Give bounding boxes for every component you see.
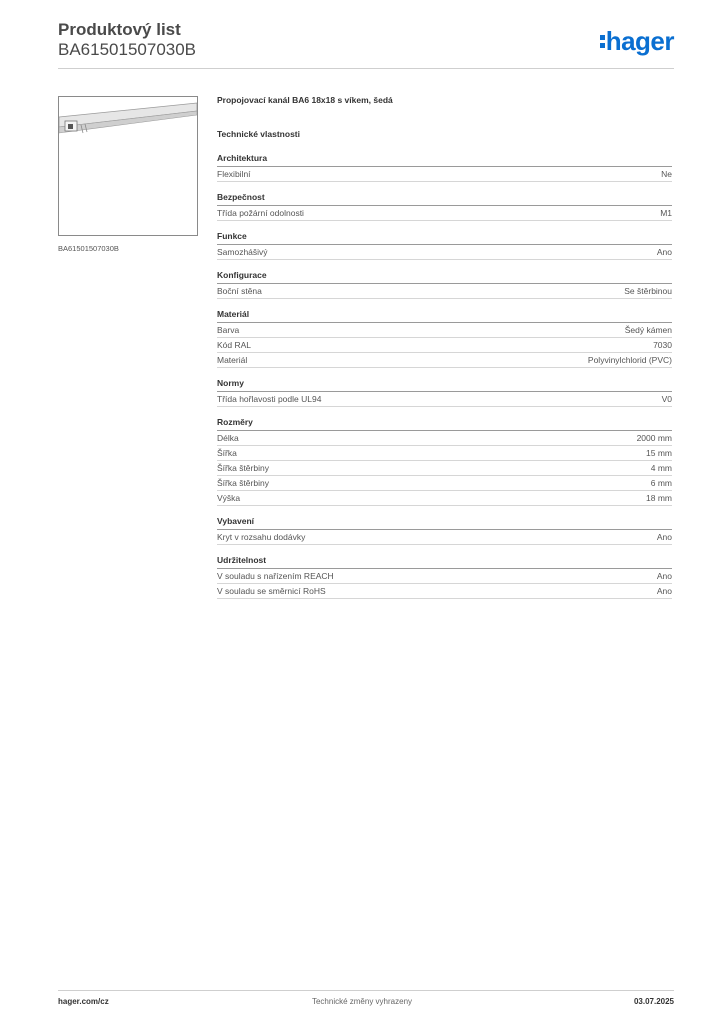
- spec-label: Třída hořlavosti podle UL94: [217, 394, 322, 404]
- spec-label: Samozhášivý: [217, 247, 268, 257]
- spec-value: Ano: [656, 571, 672, 581]
- spec-label: Šířka: [217, 448, 237, 458]
- spec-section: [217, 516, 672, 545]
- spec-label: Výška: [217, 493, 241, 503]
- spec-label: Třída požární odolnosti: [217, 208, 304, 218]
- section-title: Konfigurace: [217, 270, 672, 284]
- section-title: Materiál: [217, 309, 672, 323]
- spec-label: V souladu se směrnicí RoHS: [217, 586, 326, 596]
- spec-row: [217, 431, 672, 446]
- spec-label: V souladu s nařízením REACH: [217, 571, 334, 581]
- cable-duct-icon: [59, 97, 198, 236]
- spec-section: [217, 192, 672, 221]
- spec-value: 7030: [653, 340, 672, 350]
- section-title: Udržitelnost: [217, 555, 672, 569]
- footer-website: hager.com/cz: [58, 997, 109, 1006]
- spec-label: Barva: [217, 325, 240, 335]
- spec-value: 15 mm: [646, 448, 672, 458]
- spec-label: Šířka štěrbiny: [217, 478, 269, 488]
- spec-label: Kryt v rozsahu dodávky: [217, 532, 306, 542]
- spec-row: [217, 206, 672, 221]
- spec-row: [217, 323, 672, 338]
- spec-row: [217, 167, 672, 182]
- spec-label: Flexibilní: [217, 169, 251, 179]
- spec-value: Šedý kámen: [624, 325, 672, 335]
- spec-row: [217, 446, 672, 461]
- spec-row: [217, 245, 672, 260]
- section-title: Rozměry: [217, 417, 672, 431]
- spec-section: [217, 555, 672, 599]
- spec-section: [217, 270, 672, 299]
- spec-row: [217, 392, 672, 407]
- spec-value: M1: [660, 208, 672, 218]
- spec-value: 18 mm: [646, 493, 672, 503]
- spec-row: [217, 476, 672, 491]
- spec-value: Ano: [656, 247, 672, 257]
- header-divider: [58, 68, 674, 69]
- image-caption: BA61501507030B: [58, 244, 119, 253]
- spec-label: Délka: [217, 433, 239, 443]
- spec-row: [217, 353, 672, 368]
- cable-duct-image: [58, 96, 198, 236]
- logo-text: hager: [605, 26, 674, 56]
- spec-content: [217, 95, 672, 609]
- section-title: Normy: [217, 378, 672, 392]
- spec-section: [217, 378, 672, 407]
- footer-date: 03.07.2025: [633, 997, 674, 1006]
- spec-value: 4 mm: [650, 463, 672, 473]
- tech-properties-title: Technické vlastnosti: [217, 129, 300, 139]
- product-code: BA61501507030B: [58, 40, 197, 59]
- spec-label: Materiál: [217, 355, 248, 365]
- spec-row: [217, 284, 672, 299]
- spec-row: [217, 569, 672, 584]
- spec-row: [217, 491, 672, 506]
- spec-label: Kód RAL: [217, 340, 252, 350]
- hager-logo: [600, 26, 674, 57]
- spec-value: Se štěrbinou: [624, 286, 672, 296]
- spec-value: Ne: [661, 169, 672, 179]
- section-title: Vybavení: [217, 516, 672, 530]
- spec-row: [217, 338, 672, 353]
- spec-row: [217, 461, 672, 476]
- logo-dots-icon: [600, 32, 605, 51]
- spec-label: Boční stěna: [217, 286, 262, 296]
- spec-value: Polyvinylchlorid (PVC): [587, 355, 672, 365]
- section-title: Architektura: [217, 153, 672, 167]
- spec-row: [217, 584, 672, 599]
- spec-value: Ano: [656, 586, 672, 596]
- section-title: Funkce: [217, 231, 672, 245]
- section-title: Bezpečnost: [217, 192, 672, 206]
- spec-sections: [217, 153, 672, 599]
- spec-section: [217, 309, 672, 368]
- footer-divider: [58, 990, 674, 991]
- spec-section: [217, 231, 672, 260]
- spec-section: [217, 417, 672, 506]
- spec-section: [217, 153, 672, 182]
- spec-row: [217, 530, 672, 545]
- spec-value: 2000 mm: [636, 433, 672, 443]
- spec-label: Šířka štěrbiny: [217, 463, 269, 473]
- product-description: Propojovací kanál BA6 18x18 s víkem, šedá: [217, 95, 393, 105]
- spec-value: 6 mm: [650, 478, 672, 488]
- footer-notice: Technické změny vyhrazeny: [311, 997, 413, 1006]
- page-title: Produktový list: [58, 20, 181, 39]
- spec-value: Ano: [656, 532, 672, 542]
- spec-value: V0: [661, 394, 672, 404]
